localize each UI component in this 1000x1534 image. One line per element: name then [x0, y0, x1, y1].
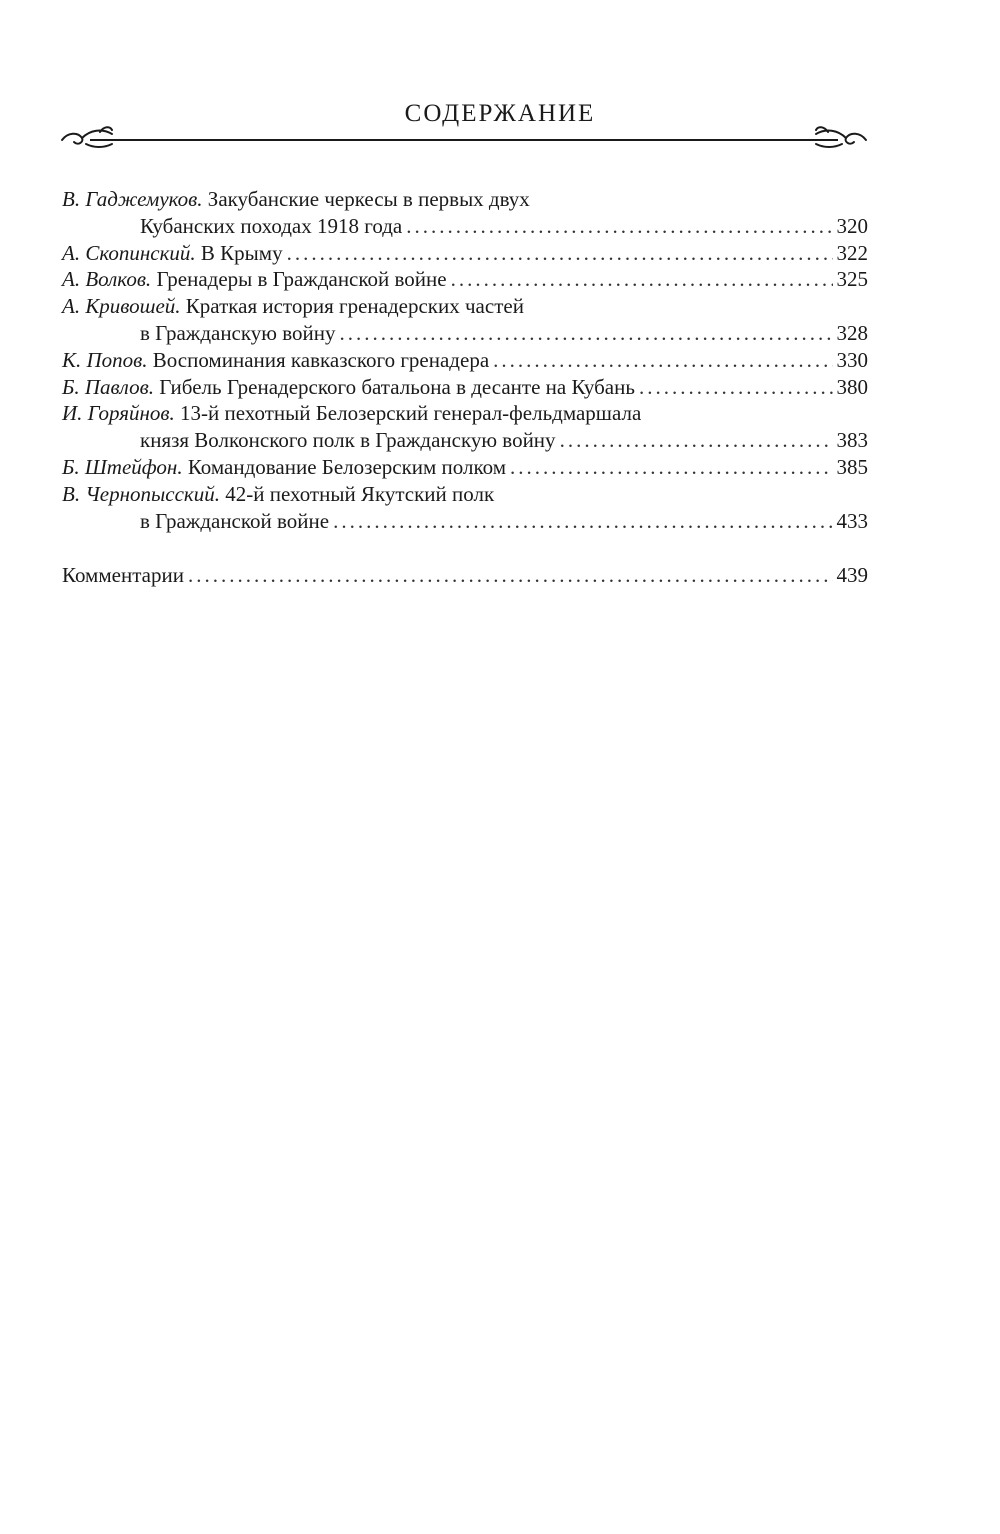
entry-author: А. Кривошей. — [62, 294, 181, 319]
toc-entry[interactable] — [62, 347, 868, 374]
toc-entry-comments[interactable] — [62, 562, 868, 589]
entry-title: В Крыму — [200, 240, 283, 265]
right-flourish-icon — [816, 127, 866, 147]
table-of-contents — [62, 186, 868, 589]
entry-title-continuation: в Гражданскую войну — [140, 320, 336, 345]
toc-entry[interactable] — [62, 293, 868, 347]
toc-entry[interactable] — [62, 374, 868, 401]
toc-entry[interactable] — [62, 400, 868, 454]
entry-author: И. Горяйнов. — [62, 401, 175, 426]
entry-author: В. Гаджемуков. — [62, 187, 203, 211]
entry-page-number: 383 — [836, 428, 868, 453]
left-flourish-icon — [62, 127, 112, 147]
dot-leader — [639, 374, 833, 401]
dot-leader — [188, 562, 833, 589]
entry-page-number: 433 — [836, 508, 868, 533]
toc-entry[interactable] — [62, 266, 868, 293]
dot-leader — [333, 508, 832, 535]
entry-author: В. Чернопысский. — [62, 481, 220, 506]
entry-title: 42-й пехотный Якутский полк — [225, 481, 495, 506]
entry-title: Комментарии — [62, 563, 184, 588]
dot-leader — [287, 240, 833, 267]
entry-title: Краткая история гренадерских частей — [185, 294, 524, 319]
ornamental-rule — [60, 118, 868, 158]
entry-page-number: 439 — [836, 563, 868, 588]
entry-author: Б. Штейфон. — [62, 454, 183, 479]
entry-page-number: 322 — [836, 240, 868, 265]
entry-title: Гренадеры в Гражданской войне — [156, 267, 447, 292]
entry-author: К. Попов. — [62, 347, 148, 372]
entry-title: Гибель Гренадерского батальона в десанте на Кубань — [159, 374, 635, 399]
toc-entry[interactable] — [62, 240, 868, 267]
toc-entry[interactable] — [62, 186, 868, 240]
entry-title-continuation: князя Волконского полк в Гражданскую войну — [140, 428, 556, 453]
entry-title: 13-й пехотный Белозерский генерал-фельдмаршала — [180, 401, 642, 426]
dot-leader — [339, 320, 832, 347]
toc-entry[interactable] — [62, 481, 868, 535]
entry-author: А. Скопинский. — [62, 240, 196, 265]
entry-page-number: 328 — [836, 320, 868, 345]
dot-leader — [510, 454, 832, 481]
entry-page-number: 325 — [836, 267, 868, 292]
dot-leader — [493, 347, 832, 374]
entry-title-continuation: Кубанских походах 1918 года — [140, 213, 403, 238]
dot-leader — [451, 266, 833, 293]
entry-page-number: 330 — [836, 347, 868, 372]
entry-author: А. Волков. — [62, 267, 152, 292]
entry-title-continuation: в Гражданской войне — [140, 508, 330, 533]
entry-page-number: 380 — [836, 374, 868, 399]
dot-leader — [560, 427, 833, 454]
toc-entry[interactable] — [62, 454, 868, 481]
dot-leader — [406, 213, 832, 240]
page-title: СОДЕРЖАНИЕ — [404, 100, 596, 127]
entry-title: Командование Белозерским полком — [187, 454, 507, 479]
entry-title: Воспоминания кавказского гренадера — [152, 347, 490, 372]
entry-page-number: 320 — [836, 213, 868, 238]
entry-title: Закубанские черкесы в первых двух — [207, 187, 530, 211]
entry-author: Б. Павлов. — [62, 374, 154, 399]
entry-page-number: 385 — [836, 454, 868, 479]
